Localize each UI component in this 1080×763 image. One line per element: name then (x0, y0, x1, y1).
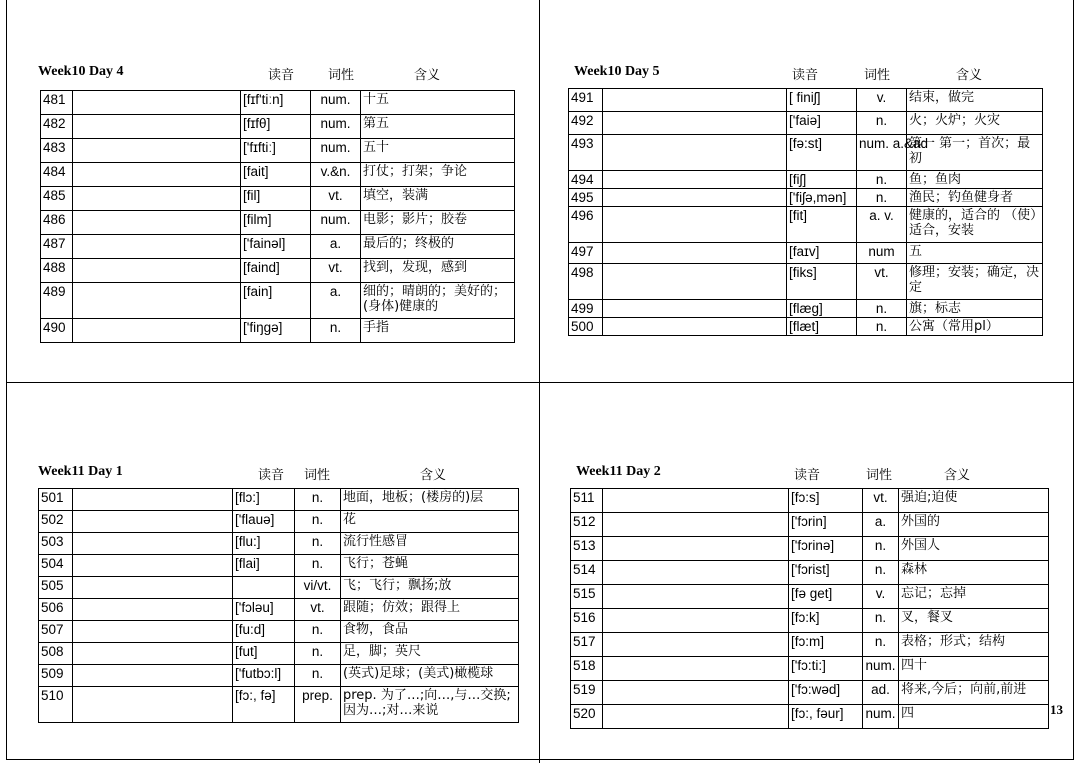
entry-number: 510 (39, 687, 73, 723)
meaning: 电影；影片；胶卷 (361, 211, 515, 235)
word-cell (603, 633, 789, 657)
part-of-speech: n. (863, 561, 899, 585)
entry-number: 499 (569, 300, 603, 318)
word-cell (603, 135, 787, 171)
table-row (39, 599, 519, 621)
word-cell (73, 511, 233, 533)
header-meaning: 含义 (956, 68, 983, 83)
table-row (569, 264, 1043, 300)
word-cell (73, 577, 233, 599)
header-pron: 读音 (794, 468, 821, 483)
part-of-speech: n. (311, 319, 361, 343)
part-of-speech: n. (295, 533, 341, 555)
meaning: 找到，发现，感到 (361, 259, 515, 283)
entry-number: 491 (569, 89, 603, 112)
part-of-speech: n. (857, 318, 907, 336)
entry-number: 493 (569, 135, 603, 171)
word-cell (603, 585, 789, 609)
entry-number: 519 (571, 681, 603, 705)
part-of-speech: vt. (863, 489, 899, 513)
pronunciation: [fɔ:m] (789, 633, 863, 657)
meaning: 手指 (361, 319, 515, 343)
pronunciation: [flæg] (787, 300, 857, 318)
entry-number: 486 (41, 211, 73, 235)
pronunciation: ['fɪftiː] (241, 139, 311, 163)
entry-number: 483 (41, 139, 73, 163)
part-of-speech: num (857, 243, 907, 264)
part-of-speech: num. (311, 115, 361, 139)
header-meaning: 含义 (944, 468, 971, 483)
pronunciation: [fə:st] (787, 135, 857, 171)
meaning: 五十 (361, 139, 515, 163)
part-of-speech: a. v. (857, 207, 907, 243)
meaning: 旗；标志 (907, 300, 1043, 318)
word-cell (73, 283, 241, 319)
word-cell (603, 207, 787, 243)
section-header (38, 60, 514, 82)
entry-number: 503 (39, 533, 73, 555)
pronunciation: [flæt] (787, 318, 857, 336)
word-cell (603, 264, 787, 300)
table-row (571, 561, 1049, 585)
part-of-speech: num. (863, 657, 899, 681)
part-of-speech: vt. (857, 264, 907, 300)
meaning: 森林 (899, 561, 1049, 585)
table-row (569, 189, 1043, 207)
table-row (41, 283, 515, 319)
vocab-table-body (41, 91, 515, 343)
part-of-speech: n. (295, 555, 341, 577)
header-pos: 词性 (304, 468, 331, 483)
page-number: 13 (1050, 702, 1063, 717)
word-cell (603, 171, 787, 189)
pronunciation: [flu:] (233, 533, 295, 555)
pronunciation: [faɪv] (787, 243, 857, 264)
word-cell (603, 318, 787, 336)
entry-number: 492 (569, 112, 603, 135)
word-cell (603, 705, 789, 729)
word-cell (73, 687, 233, 723)
entry-number: 517 (571, 633, 603, 657)
header-meaning: 含义 (414, 68, 441, 83)
table-row (41, 91, 515, 115)
entry-number: 489 (41, 283, 73, 319)
meaning: 第一 第一；首次；最初 (907, 135, 1043, 171)
entry-number: 484 (41, 163, 73, 187)
table-row (569, 135, 1043, 171)
vocab-table-body (569, 89, 1043, 336)
meaning: 最后的；终极的 (361, 235, 515, 259)
word-cell (603, 513, 789, 537)
vocab-table (568, 88, 1043, 336)
table-row (39, 511, 519, 533)
section-title: Week10 Day 5 (574, 64, 660, 79)
table-row (569, 318, 1043, 336)
entry-number: 509 (39, 665, 73, 687)
pronunciation: [fə get] (789, 585, 863, 609)
word-cell (603, 609, 789, 633)
pronunciation: [film] (241, 211, 311, 235)
word-cell (73, 319, 241, 343)
vocab-table (38, 488, 519, 723)
table-row (571, 513, 1049, 537)
word-cell (73, 555, 233, 577)
part-of-speech: num. (311, 91, 361, 115)
word-cell (603, 189, 787, 207)
entry-number: 508 (39, 643, 73, 665)
meaning: 表格；形式；结构 (899, 633, 1049, 657)
entry-number: 502 (39, 511, 73, 533)
pronunciation: [fu:d] (233, 621, 295, 643)
pronunciation: [fait] (241, 163, 311, 187)
entry-number: 481 (41, 91, 73, 115)
pronunciation: ['faiə] (787, 112, 857, 135)
entry-number: 512 (571, 513, 603, 537)
header-pron: 读音 (268, 68, 295, 83)
entry-number: 520 (571, 705, 603, 729)
entry-number: 504 (39, 555, 73, 577)
table-row (41, 259, 515, 283)
meaning: 四十 (899, 657, 1049, 681)
meaning: 地面，地板；(楼房的)层 (341, 489, 519, 511)
pronunciation: ['fɔ:ti:] (789, 657, 863, 681)
table-row (571, 537, 1049, 561)
entry-number: 500 (569, 318, 603, 336)
pronunciation: [fɔ:, fəur] (789, 705, 863, 729)
header-meaning: 含义 (420, 468, 447, 483)
table-row (39, 489, 519, 511)
section-title: Week10 Day 4 (38, 64, 124, 79)
word-cell (73, 621, 233, 643)
pronunciation: [fɪf'tiːn] (241, 91, 311, 115)
pronunciation: ['fiŋgə] (241, 319, 311, 343)
table-row (569, 300, 1043, 318)
word-cell (603, 112, 787, 135)
part-of-speech: n. (863, 537, 899, 561)
pronunciation: [flɔ:] (233, 489, 295, 511)
part-of-speech: vt. (295, 599, 341, 621)
meaning: 跟随；仿效；跟得上 (341, 599, 519, 621)
part-of-speech: n. (863, 633, 899, 657)
pronunciation: ['fiʃə,mən] (787, 189, 857, 207)
meaning: 结束，做完 (907, 89, 1043, 112)
table-row (39, 665, 519, 687)
entry-number: 511 (571, 489, 603, 513)
meaning: 火；火炉；火灾 (907, 112, 1043, 135)
vocab-table-body (39, 489, 519, 723)
meaning: 十五 (361, 91, 515, 115)
meaning: 叉，餐叉 (899, 609, 1049, 633)
pronunciation: [fit] (787, 207, 857, 243)
table-row (41, 211, 515, 235)
entry-number: 495 (569, 189, 603, 207)
meaning: 第五 (361, 115, 515, 139)
meaning: 忘记；忘掉 (899, 585, 1049, 609)
word-cell (603, 537, 789, 561)
table-row (571, 609, 1049, 633)
word-cell (73, 163, 241, 187)
part-of-speech: vt. (311, 187, 361, 211)
word-cell (73, 533, 233, 555)
entry-number: 487 (41, 235, 73, 259)
entry-number: 505 (39, 577, 73, 599)
meaning: 打仗；打架；争论 (361, 163, 515, 187)
table-row (571, 681, 1049, 705)
meaning: 填空，装满 (361, 187, 515, 211)
table-row (39, 555, 519, 577)
part-of-speech: n. (857, 189, 907, 207)
entry-number: 488 (41, 259, 73, 283)
table-row (39, 577, 519, 599)
entry-number: 498 (569, 264, 603, 300)
header-pos: 词性 (866, 468, 893, 483)
meaning: (英式)足球；(美式)橄榄球 (341, 665, 519, 687)
entry-number: 513 (571, 537, 603, 561)
word-cell (73, 599, 233, 621)
meaning: 足，脚；英尺 (341, 643, 519, 665)
pronunciation: [faind] (241, 259, 311, 283)
pronunciation: ['fɔrin] (789, 513, 863, 537)
pronunciation: [fɪfθ] (241, 115, 311, 139)
table-row (571, 489, 1049, 513)
meaning: 鱼；鱼肉 (907, 171, 1043, 189)
meaning: 细的；晴朗的；美好的；(身体)健康的 (361, 283, 515, 319)
word-cell (603, 89, 787, 112)
entry-number: 494 (569, 171, 603, 189)
table-row (569, 171, 1043, 189)
word-cell (73, 489, 233, 511)
pronunciation: ['fɔrinə] (789, 537, 863, 561)
table-row (569, 243, 1043, 264)
part-of-speech: a. (311, 283, 361, 319)
part-of-speech: n. (863, 609, 899, 633)
pronunciation: ['fɔləu] (233, 599, 295, 621)
table-row (41, 139, 515, 163)
header-pos-pron: 读音 (258, 468, 285, 483)
table-row (571, 585, 1049, 609)
pronunciation: [fut] (233, 643, 295, 665)
header-pos: 词性 (864, 68, 891, 83)
table-row (569, 112, 1043, 135)
table-row (571, 705, 1049, 729)
part-of-speech: v. (857, 89, 907, 112)
horizontal-divider (6, 382, 1074, 383)
word-cell (73, 235, 241, 259)
pronunciation: [flai] (233, 555, 295, 577)
pronunciation (233, 577, 295, 599)
table-row (41, 319, 515, 343)
part-of-speech: num. (863, 705, 899, 729)
part-of-speech: v.&n. (311, 163, 361, 187)
meaning: 飞行；苍蝇 (341, 555, 519, 577)
header-pron: 读音 (792, 68, 819, 83)
entry-number: 485 (41, 187, 73, 211)
meaning: 外国的 (899, 513, 1049, 537)
entry-number: 501 (39, 489, 73, 511)
part-of-speech: v. (863, 585, 899, 609)
meaning: 四 (899, 705, 1049, 729)
pronunciation: [fiks] (787, 264, 857, 300)
section-title: Week11 Day 2 (576, 464, 661, 479)
word-cell (73, 187, 241, 211)
part-of-speech: n. (295, 621, 341, 643)
pronunciation: ['futbɔ:l] (233, 665, 295, 687)
meaning: 花 (341, 511, 519, 533)
part-of-speech: num. (311, 139, 361, 163)
meaning: 修理；安装；确定，决定 (907, 264, 1043, 300)
word-cell (603, 681, 789, 705)
pronunciation: ['flauə] (233, 511, 295, 533)
part-of-speech: vt. (311, 259, 361, 283)
word-cell (73, 259, 241, 283)
part-of-speech: n. (857, 171, 907, 189)
table-row (569, 207, 1043, 243)
part-of-speech: n. (857, 112, 907, 135)
section-header (576, 460, 1050, 482)
entry-number: 515 (571, 585, 603, 609)
meaning: 健康的，适合的 （使）适合，安装 (907, 207, 1043, 243)
header-pos: 词性 (328, 68, 355, 83)
part-of-speech: n. (295, 489, 341, 511)
entry-number: 490 (41, 319, 73, 343)
table-row (39, 687, 519, 723)
part-of-speech: n. (295, 511, 341, 533)
pronunciation: [fɔ:, fə] (233, 687, 295, 723)
meaning: prep. 为了…;向…,与…交换;因为…;对…来说 (341, 687, 519, 723)
entry-number: 507 (39, 621, 73, 643)
part-of-speech: vi/vt. (295, 577, 341, 599)
entry-number: 482 (41, 115, 73, 139)
word-cell (603, 561, 789, 585)
part-of-speech: ad. (863, 681, 899, 705)
pronunciation: ['fainəl] (241, 235, 311, 259)
part-of-speech: prep. (295, 687, 341, 723)
vocab-table-body (571, 489, 1049, 729)
table-row (41, 163, 515, 187)
word-cell (73, 211, 241, 235)
table-row (41, 235, 515, 259)
entry-number: 514 (571, 561, 603, 585)
part-of-speech: n. (857, 300, 907, 318)
word-cell (73, 139, 241, 163)
table-row (39, 643, 519, 665)
table-row (571, 657, 1049, 681)
part-of-speech: n. (295, 643, 341, 665)
entry-number: 506 (39, 599, 73, 621)
word-cell (73, 115, 241, 139)
pronunciation: ['fɔ:wəd] (789, 681, 863, 705)
entry-number: 518 (571, 657, 603, 681)
pronunciation: [fɔ:k] (789, 609, 863, 633)
word-cell (73, 91, 241, 115)
meaning: 外国人 (899, 537, 1049, 561)
pronunciation: [fiʃ] (787, 171, 857, 189)
pronunciation: [fil] (241, 187, 311, 211)
meaning: 将来,今后；向前,前进 (899, 681, 1049, 705)
part-of-speech: num. a.&ad (857, 135, 907, 171)
entry-number: 496 (569, 207, 603, 243)
pronunciation: [ finiʃ] (787, 89, 857, 112)
section-header (38, 460, 522, 482)
section-title: Week11 Day 1 (38, 464, 123, 479)
word-cell (603, 243, 787, 264)
entry-number: 516 (571, 609, 603, 633)
word-cell (603, 657, 789, 681)
vocab-table (40, 90, 515, 343)
word-cell (73, 665, 233, 687)
table-row (41, 187, 515, 211)
meaning: 强迫;迫使 (899, 489, 1049, 513)
word-cell (73, 643, 233, 665)
pronunciation: [fain] (241, 283, 311, 319)
table-row (571, 633, 1049, 657)
table-row (569, 89, 1043, 112)
meaning: 五 (907, 243, 1043, 264)
part-of-speech: num. (311, 211, 361, 235)
table-row (39, 621, 519, 643)
meaning: 飞；飞行；飘扬;放 (341, 577, 519, 599)
word-cell (603, 489, 789, 513)
pronunciation: ['fɔrist] (789, 561, 863, 585)
part-of-speech: n. (295, 665, 341, 687)
meaning: 流行性感冒 (341, 533, 519, 555)
vocab-table (570, 488, 1049, 729)
part-of-speech: a. (311, 235, 361, 259)
entry-number: 497 (569, 243, 603, 264)
section-header (574, 60, 1048, 82)
pronunciation: [fɔ:s] (789, 489, 863, 513)
table-row (41, 115, 515, 139)
meaning: 公寓（常用pl） (907, 318, 1043, 336)
part-of-speech: a. (863, 513, 899, 537)
meaning: 食物，食品 (341, 621, 519, 643)
word-cell (603, 300, 787, 318)
table-row (39, 533, 519, 555)
meaning: 渔民；钓鱼健身者 (907, 189, 1043, 207)
